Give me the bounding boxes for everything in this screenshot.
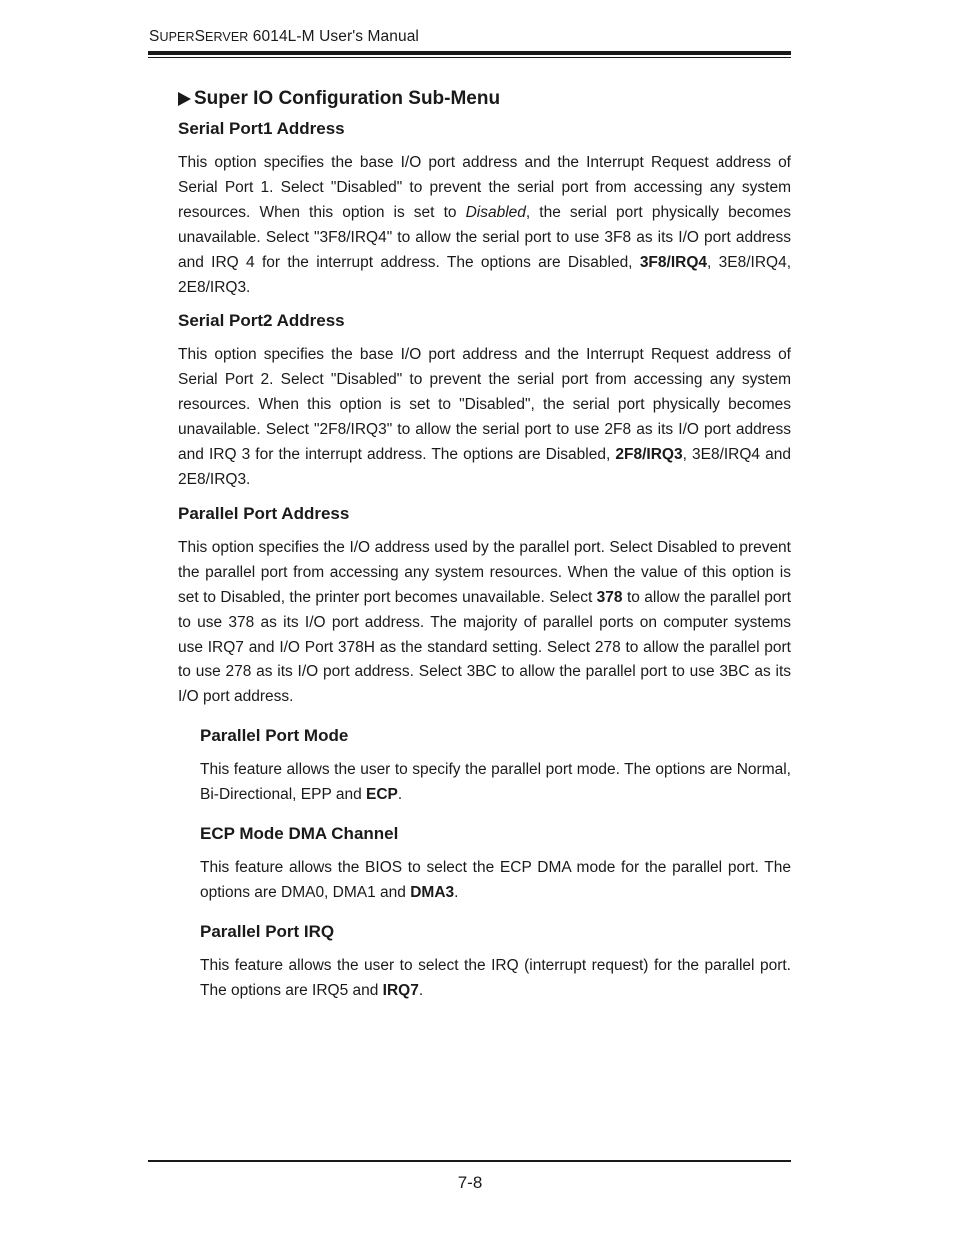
ecp-mode-dma-description: [200, 856, 791, 906]
text-run: to allow the parallel port to use 378 as its I/O port address. The majority of parallel ports on computer systems use IRQ7 and I/O Port 378H as the standard setting. Select 278 to allow the parallel port to use 278 as its I/O port address. Select 3BC to allow the parallel port to use 3BC as its I/O port address.: [178, 588, 791, 706]
header-erver: ERVER: [205, 30, 249, 44]
default-option: DMA3: [410, 883, 455, 901]
header-s2: S: [194, 28, 206, 45]
serial-port1-description: [178, 151, 791, 300]
text-run: This option specifies the base I/O port address and the Interrupt Request address of Serial Port 2. Select "Disabled" to prevent the serial port from accessing any system resources. When this option is set to "Disabled", the serial port physically becomes unavailable. Select "2F8/IRQ3" to allow the serial port to use 2F8 as its I/O port address and IRQ 3 for the interrupt address. The options are Disabled,: [178, 346, 791, 464]
triangle-bullet-icon: [178, 92, 191, 106]
parallel-subsection: [200, 724, 791, 1003]
default-option: ECP: [366, 786, 398, 804]
section-title-text: Super IO Configuration Sub-Menu: [194, 88, 501, 109]
text-run: This option specifies the base I/O port address and the Interrupt Request address of Serial Port 1. Select "Disabled" to prevent the serial port from accessing any system resources. When this option is set to: [178, 154, 791, 221]
running-header: [149, 28, 419, 46]
text-run: This feature allows the user to select the IRQ (interrupt request) for the parallel port. The options are IRQ5 and: [200, 956, 791, 999]
parallel-port-address-description: [178, 536, 791, 710]
header-uper: UPER: [159, 30, 195, 44]
section-title: [178, 84, 791, 114]
default-option: 3F8/IRQ4: [639, 253, 708, 271]
footer-rule: [148, 1160, 791, 1162]
emphasis-text: Disabled: [465, 203, 526, 221]
text-run: .: [454, 883, 459, 901]
default-option: 2F8/IRQ3: [615, 446, 683, 464]
header-s1: S: [149, 28, 160, 45]
default-option: 378: [596, 588, 623, 606]
ecp-mode-dma-heading: ECP Mode DMA Channel: [200, 824, 399, 844]
parallel-port-mode-heading: Parallel Port Mode: [200, 726, 349, 746]
text-run: , 3E8/IRQ4, 2E8/IRQ3.: [178, 253, 791, 296]
text-run: This feature allows the BIOS to select the ECP DMA mode for the parallel port. The options are DMA0, DMA1 and: [200, 859, 791, 901]
parallel-port-address-heading: Parallel Port Address: [178, 503, 350, 523]
page-number: 7-8: [457, 1173, 483, 1192]
header-rule: [148, 51, 791, 55]
page-content: [178, 84, 791, 1004]
serial-port2-heading: Serial Port2 Address: [178, 311, 345, 331]
serial-port1-heading: Serial Port1 Address: [178, 119, 345, 138]
text-run: , 3E8/IRQ4 and 2E8/IRQ3.: [178, 446, 791, 488]
parallel-port-mode-description: [200, 758, 791, 808]
serial-port2-description: [178, 343, 791, 492]
parallel-port-irq-description: [200, 954, 791, 1004]
parallel-port-irq-heading: Parallel Port IRQ: [200, 921, 335, 941]
text-run: , the serial port physically becomes unavailable. Select "3F8/IRQ4" to allow the serial port to use 3F8 as its I/O port address and IRQ 4 for the interrupt address. The options are Disabled,: [178, 203, 791, 271]
default-option: IRQ7: [382, 981, 419, 999]
header-rest: 6014L-M User's Manual: [248, 28, 419, 45]
text-run: .: [397, 786, 403, 804]
text-run: This option specifies the I/O address used by the parallel port. Select Disabled to prevent the parallel port from accessing any system resources. When the value of this option is set to Disabled, the printer port becomes unavailable. Select: [178, 538, 791, 606]
text-run: This feature allows the user to specify the parallel port mode. The options are Normal, Bi-Directional, EPP and: [200, 761, 791, 804]
header-rule-thin: [148, 57, 791, 58]
text-run: .: [418, 981, 424, 999]
